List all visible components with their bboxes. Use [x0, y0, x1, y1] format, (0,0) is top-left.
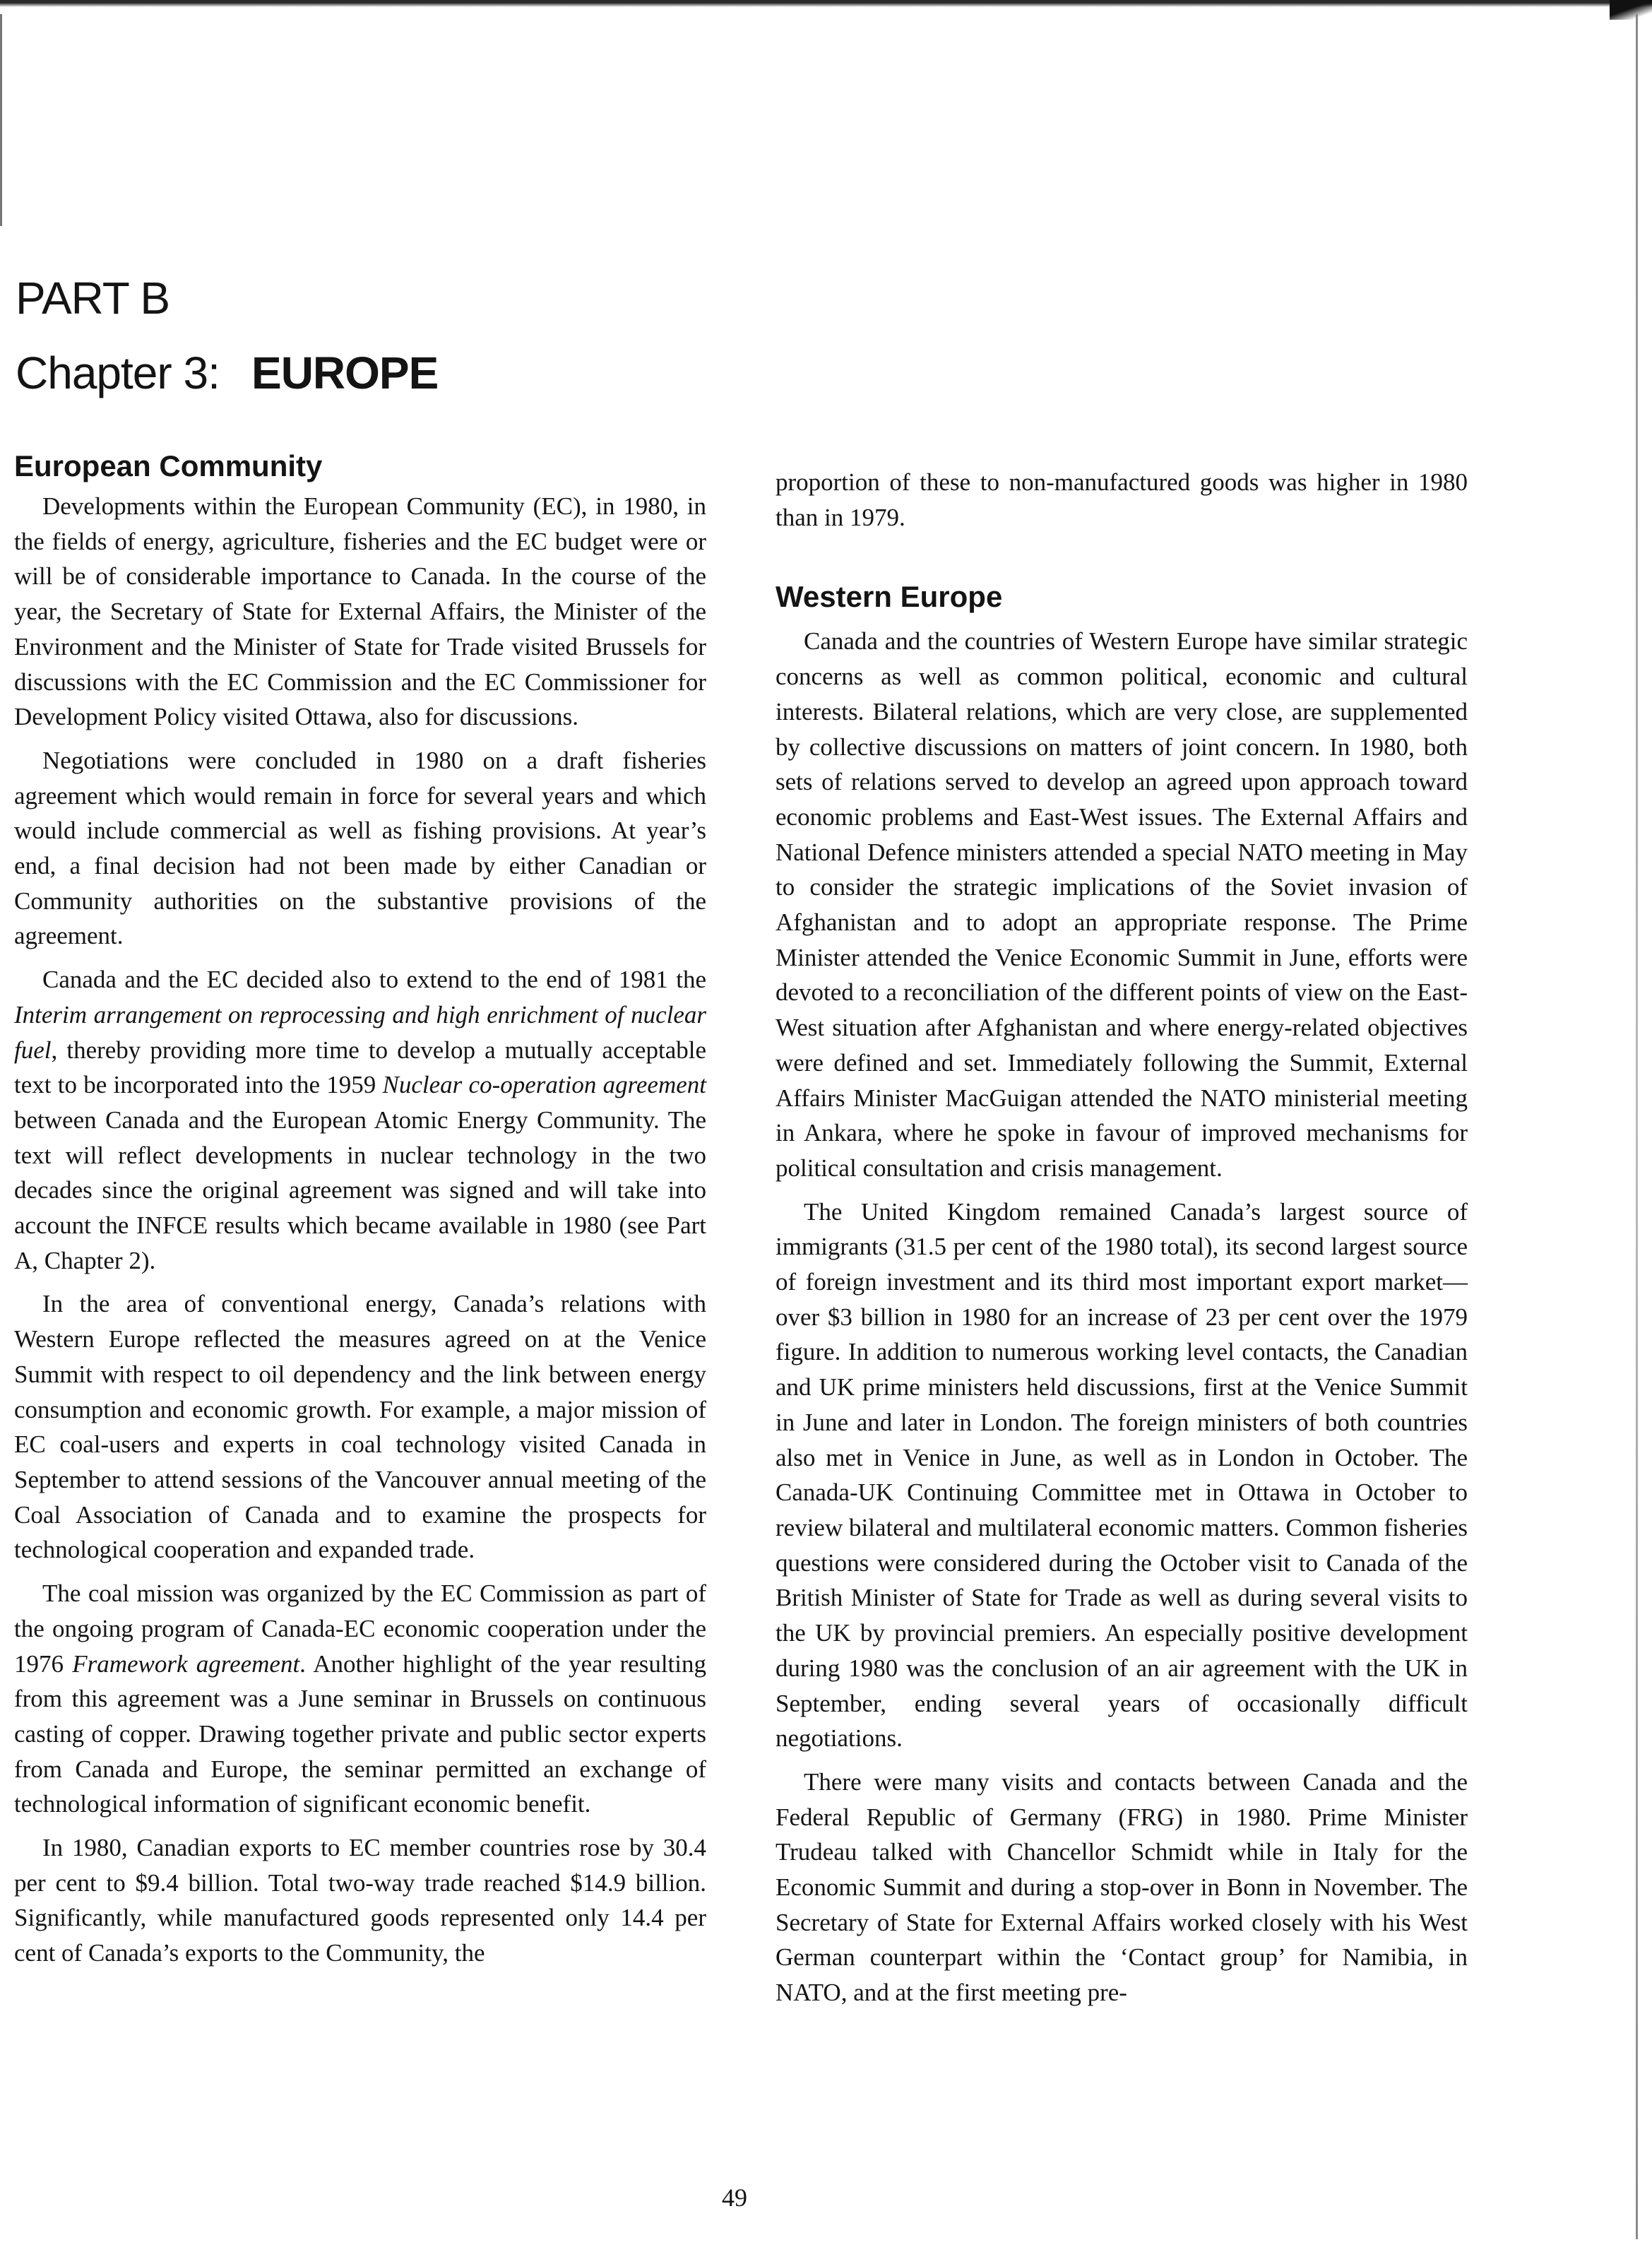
paragraph-ec-energy: In the area of conventional energy, Canada’s relations with Western Europe reflected the measures agreed on at the Venice Summit with respect to oil dependency and the link between energy consumption and economic growth. For example, a major mission of EC coal-users and experts in coal technology visited Canada in September to attend sessions of the Vancouver annual meeting of the Coal Association of Canada and to examine the prospects for technological cooperation and expanded trade. — [14, 1290, 706, 1564]
paragraph-ec-exports-continued: proportion of these to non-manufactured goods was higher in 1980 than in 1979. — [776, 468, 1468, 531]
paragraph-ec-coal-mission — [14, 1576, 706, 1822]
paragraph-we-frg: There were many visits and contacts between Canada and the Federal Republic of Germany (FRG) in 1980. Prime Minister Trudeau talked with Chancellor Schmidt while in Italy for the Economic Summit and during a stop-over in Bonn in November. The Secretary of State for External Affairs worked closely with his West German counterpart within the ‘Contact group’ for Namibia, in NATO, and at the first meeting pre- — [776, 1767, 1468, 2007]
framework-agreement-title: Framework agreement — [72, 1649, 300, 1678]
paragraph-ec-developments: Developments within the European Community (EC), in 1980, in the fields of energy, agriculture, fisheries and the EC budget were or will be of considerable importance to Canada. In the course of the year, the Secretary of State for External Affairs, the Minister of the Environment and the Minister of State for Trade visited Brussels for discussions with the EC Commission and the EC Commissioner for Development Policy visited Ottawa, also for discussions. — [14, 492, 706, 731]
right-column — [776, 465, 1468, 2019]
nuclear-agreement-title: Nuclear co-operation agreement — [382, 1071, 706, 1099]
section-heading-western-europe: Western Europe — [776, 580, 1003, 614]
paragraph-ec-exports: In 1980, Canadian exports to EC member countries rose by 30.4 per cent to $9.4 billion. Total two-way trade reached $14.9 billion. Significantly, while manufactured goods represented only 14.4 per cent of Canada’s exports to the Community, the — [14, 1834, 706, 1967]
coal-text-before: The coal mission was organized by the EC Commission as part of the ongoing program of Canada-EC economic cooperation under the 1976 — [14, 1580, 706, 1678]
paragraph-ec-fisheries: Negotiations were concluded in 1980 on a draft fisheries agreement which would remain in force for several years and which would include commercial as well as fishing provisions. At year’s end, a final decision had not been made by either Canadian or Community authorities on the substantive provisions of the agreement. — [14, 746, 706, 950]
page-number: 49 — [722, 2183, 747, 2212]
paragraph-we-overview: Canada and the countries of Western Europe have similar strategic concerns as well as common political, economic and cultural interests. Bilateral relations, which are very close, are supplemented by collective discussions on matters of joint concern. In 1980, both sets of relations served to develop an agreed upon approach toward economic problems and East-West issues. The External Affairs and National Defence ministers attended a special NATO meeting in May to consider the strategic implications of the Soviet invasion of Afghanistan and to adopt an appropriate response. The Prime Minister attended the Venice Economic Summit in June, efforts were devoted to a reconciliation of the different points of view on the East-West situation after Afghanistan and where energy-related objectives were defined and set. Immediately following the Summit, External Affairs Minister MacGuigan attended the NATO ministerial meeting in Ankara, where he spoke in favour of improved mechanisms for political consultation and crisis management. — [776, 627, 1468, 1182]
nuclear-text-before: Canada and the EC decided also to extend to the end of 1981 the — [42, 966, 706, 994]
paragraph-ec-nuclear — [14, 962, 706, 1278]
nuclear-text-after: between Canada and the European Atomic Energy Community. The text will reflect developments in nuclear technology in the two decades since the original agreement was signed and will take into account the INFCE results which became available in 1980 (see Part A, Chapter 2). — [14, 1106, 706, 1274]
scan-top-corner — [1610, 0, 1652, 20]
chapter-heading — [16, 346, 438, 400]
section-heading-european-community: European Community — [14, 449, 323, 482]
scan-left-edge — [0, 14, 2, 226]
left-column — [14, 446, 706, 1979]
part-label: PART B — [16, 273, 170, 324]
scan-right-edge — [1636, 14, 1638, 2239]
scan-top-edge — [0, 0, 1652, 7]
coal-text-after: . Another highlight of the year resulting from this agreement was a June seminar in Brussels on continuous casting of copper. Drawing together private and public sector experts from Canada and Europe, the seminar permitted an exchange of technological information of significant economic benefit. — [14, 1649, 706, 1818]
chapter-title: EUROPE — [251, 348, 439, 398]
nuclear-text-middle: , thereby providing more time to develop a mutually acceptable text to be incorporated into the 1959 — [14, 1036, 706, 1099]
chapter-number: Chapter 3: — [16, 348, 220, 398]
interim-arrangement-title: Interim arrangement on reprocessing and high enrichment of nuclear fuel — [14, 1000, 706, 1064]
paragraph-we-united-kingdom: The United Kingdom remained Canada’s largest source of immigrants (31.5 per cent of the 1980 total), its second largest source of foreign investment and its third most important export market—over $3 billion in 1980 for an increase of 23 per cent over the 1979 figure. In addition to numerous working level contacts, the Canadian and UK prime ministers held discussions, first at the Venice Summit in June and later in London. The foreign ministers of both countries also met in Venice in June, as well as in London in October. The Canada-UK Continuing Committee met in Ottawa in October to review bilateral and multilateral economic matters. Common fisheries questions were considered during the October visit to Canada of the British Minister of State for Trade as well as during several visits to the UK by provincial premiers. An especially positive development during 1980 was the conclusion of an air agreement with the UK in September, ending several years of occasionally difficult negotiations. — [776, 1197, 1468, 1753]
